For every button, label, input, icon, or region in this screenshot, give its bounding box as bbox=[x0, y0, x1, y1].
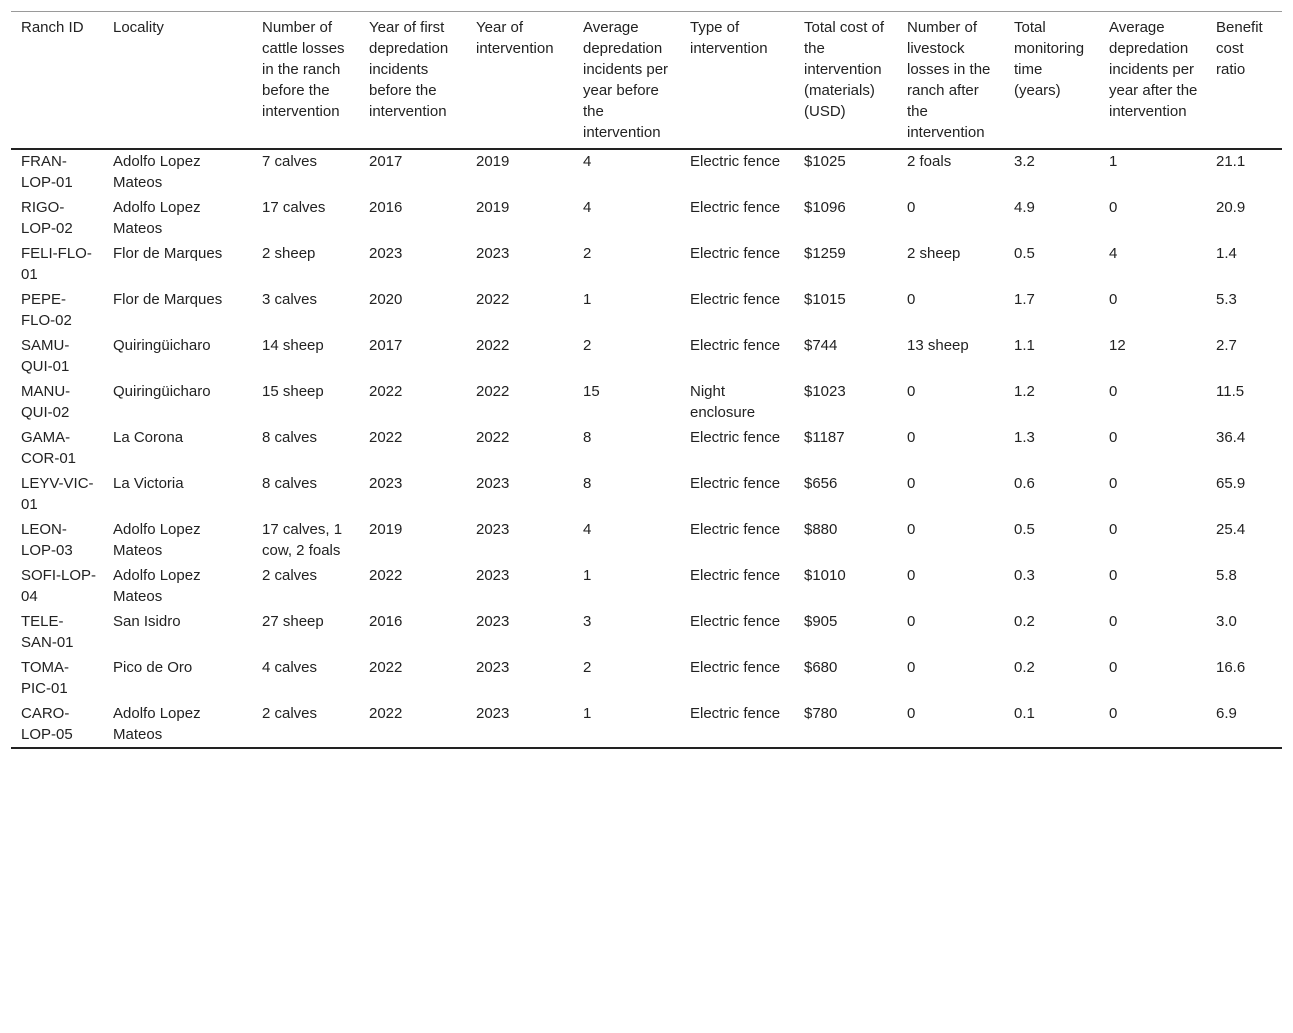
cell-avg-incidents-after: 0 bbox=[1109, 199, 1118, 216]
cell-ranch-id: PEPE-FLO-02 bbox=[21, 291, 72, 329]
cell-avg-incidents-before: 2 bbox=[583, 659, 592, 676]
cell-benefit-cost-ratio: 20.9 bbox=[1216, 199, 1246, 216]
column-header-livestock-losses-after: Number of livestock losses in the ranch after the intervention bbox=[907, 19, 991, 141]
cell-year-of-intervention: 2023 bbox=[476, 613, 510, 630]
cell-intervention-type: Electric fence bbox=[690, 337, 781, 354]
cell-monitoring-time: 0.5 bbox=[1014, 521, 1035, 538]
cell-avg-incidents-before: 1 bbox=[583, 291, 592, 308]
cell-year-of-intervention: 2023 bbox=[476, 567, 510, 584]
cell-avg-incidents-before: 3 bbox=[583, 613, 592, 630]
cell-livestock-losses-after: 2 sheep bbox=[907, 245, 961, 262]
cell-year-of-intervention: 2023 bbox=[476, 705, 510, 722]
cell-cattle-losses-before: 15 sheep bbox=[262, 383, 324, 400]
cell-year-of-intervention: 2023 bbox=[476, 521, 510, 538]
cell-locality: Adolfo Lopez Mateos bbox=[113, 521, 201, 559]
cell-year-of-intervention: 2019 bbox=[476, 199, 510, 216]
column-header-monitoring-time: Total monitoring time (years) bbox=[1014, 19, 1085, 99]
cell-year-first-depredation: 2023 bbox=[369, 245, 403, 262]
cell-ranch-id: RIGO-LOP-02 bbox=[21, 199, 73, 237]
cell-total-cost: $1015 bbox=[804, 291, 846, 308]
cell-benefit-cost-ratio: 1.4 bbox=[1216, 245, 1237, 262]
column-header-ranch-id: Ranch ID bbox=[21, 19, 84, 36]
cell-cattle-losses-before: 2 calves bbox=[262, 705, 318, 722]
cell-ranch-id: GAMA-COR-01 bbox=[21, 429, 77, 467]
cell-locality: La Victoria bbox=[113, 475, 184, 492]
cell-benefit-cost-ratio: 65.9 bbox=[1216, 475, 1246, 492]
cell-total-cost: $1096 bbox=[804, 199, 846, 216]
table-row bbox=[11, 425, 1282, 471]
table-row bbox=[11, 287, 1282, 333]
table-row bbox=[11, 563, 1282, 609]
table-row bbox=[11, 701, 1282, 748]
cell-avg-incidents-before: 2 bbox=[583, 245, 592, 262]
cell-avg-incidents-before: 8 bbox=[583, 475, 592, 492]
cell-monitoring-time: 1.1 bbox=[1014, 337, 1035, 354]
cell-year-first-depredation: 2016 bbox=[369, 613, 403, 630]
cell-avg-incidents-after: 0 bbox=[1109, 521, 1118, 538]
cell-year-of-intervention: 2022 bbox=[476, 337, 510, 354]
table-header bbox=[11, 12, 1282, 150]
cell-benefit-cost-ratio: 3.0 bbox=[1216, 613, 1237, 630]
cell-avg-incidents-before: 4 bbox=[583, 153, 592, 170]
cell-year-first-depredation: 2017 bbox=[369, 337, 403, 354]
column-header-cattle-losses-before: Number of cattle losses in the ranch before the intervention bbox=[262, 19, 345, 120]
cell-year-of-intervention: 2019 bbox=[476, 153, 510, 170]
cell-locality: Adolfo Lopez Mateos bbox=[113, 199, 201, 237]
cell-locality: La Corona bbox=[113, 429, 184, 446]
table-row bbox=[11, 655, 1282, 701]
cell-intervention-type: Electric fence bbox=[690, 567, 781, 584]
cell-locality: Adolfo Lopez Mateos bbox=[113, 567, 201, 605]
cell-cattle-losses-before: 2 calves bbox=[262, 567, 318, 584]
cell-intervention-type: Electric fence bbox=[690, 521, 781, 538]
cell-livestock-losses-after: 0 bbox=[907, 567, 916, 584]
cell-cattle-losses-before: 27 sheep bbox=[262, 613, 324, 630]
cell-cattle-losses-before: 4 calves bbox=[262, 659, 318, 676]
cell-locality: San Isidro bbox=[113, 613, 181, 630]
cell-monitoring-time: 4.9 bbox=[1014, 199, 1035, 216]
cell-avg-incidents-after: 0 bbox=[1109, 567, 1118, 584]
cell-year-first-depredation: 2022 bbox=[369, 383, 403, 400]
cell-cattle-losses-before: 17 calves, 1 cow, 2 foals bbox=[262, 521, 343, 559]
cell-total-cost: $1025 bbox=[804, 153, 846, 170]
cell-intervention-type: Electric fence bbox=[690, 291, 781, 308]
cell-total-cost: $780 bbox=[804, 705, 838, 722]
cell-year-first-depredation: 2017 bbox=[369, 153, 403, 170]
cell-livestock-losses-after: 0 bbox=[907, 383, 916, 400]
table-row bbox=[11, 609, 1282, 655]
cell-benefit-cost-ratio: 5.3 bbox=[1216, 291, 1237, 308]
column-header-total-cost: Total cost of the intervention (materials) (USD) bbox=[804, 19, 885, 120]
column-header-intervention-type: Type of intervention bbox=[690, 19, 768, 57]
cell-ranch-id: LEON-LOP-03 bbox=[21, 521, 73, 559]
cell-locality: Flor de Marques bbox=[113, 245, 223, 262]
cell-monitoring-time: 0.2 bbox=[1014, 659, 1035, 676]
cell-total-cost: $1023 bbox=[804, 383, 846, 400]
column-header-avg-incidents-after: Average depredation incidents per year after the intervention bbox=[1109, 19, 1198, 120]
table-row bbox=[11, 333, 1282, 379]
cell-cattle-losses-before: 2 sheep bbox=[262, 245, 316, 262]
column-header-year-of-intervention: Year of intervention bbox=[476, 19, 554, 57]
cell-total-cost: $1259 bbox=[804, 245, 846, 262]
cell-livestock-losses-after: 0 bbox=[907, 429, 916, 446]
cell-livestock-losses-after: 0 bbox=[907, 475, 916, 492]
cell-cattle-losses-before: 14 sheep bbox=[262, 337, 324, 354]
cell-benefit-cost-ratio: 21.1 bbox=[1216, 153, 1246, 170]
cell-benefit-cost-ratio: 2.7 bbox=[1216, 337, 1237, 354]
cell-livestock-losses-after: 13 sheep bbox=[907, 337, 969, 354]
cell-benefit-cost-ratio: 16.6 bbox=[1216, 659, 1246, 676]
cell-avg-incidents-before: 4 bbox=[583, 199, 592, 216]
cell-ranch-id: CARO-LOP-05 bbox=[21, 705, 73, 743]
cell-monitoring-time: 0.5 bbox=[1014, 245, 1035, 262]
cell-cattle-losses-before: 8 calves bbox=[262, 429, 318, 446]
cell-total-cost: $1187 bbox=[804, 429, 845, 446]
column-header-locality: Locality bbox=[113, 19, 164, 36]
cell-locality: Pico de Oro bbox=[113, 659, 193, 676]
cell-ranch-id: FRAN-LOP-01 bbox=[21, 153, 73, 191]
cell-benefit-cost-ratio: 11.5 bbox=[1216, 383, 1245, 400]
cell-year-first-depredation: 2023 bbox=[369, 475, 403, 492]
cell-livestock-losses-after: 0 bbox=[907, 521, 916, 538]
cell-intervention-type: Electric fence bbox=[690, 705, 781, 722]
cell-total-cost: $1010 bbox=[804, 567, 846, 584]
cell-avg-incidents-after: 0 bbox=[1109, 475, 1118, 492]
table-row bbox=[11, 241, 1282, 287]
cell-locality: Quiringüicharo bbox=[113, 337, 211, 354]
cell-livestock-losses-after: 0 bbox=[907, 705, 916, 722]
cell-benefit-cost-ratio: 6.9 bbox=[1216, 705, 1237, 722]
table-row bbox=[11, 517, 1282, 563]
table-row bbox=[11, 379, 1282, 425]
cell-monitoring-time: 0.2 bbox=[1014, 613, 1035, 630]
cell-monitoring-time: 3.2 bbox=[1014, 153, 1035, 170]
cell-livestock-losses-after: 0 bbox=[907, 291, 916, 308]
cell-livestock-losses-after: 0 bbox=[907, 199, 916, 216]
cell-cattle-losses-before: 7 calves bbox=[262, 153, 318, 170]
cell-monitoring-time: 1.7 bbox=[1014, 291, 1035, 308]
cell-cattle-losses-before: 17 calves bbox=[262, 199, 326, 216]
cell-intervention-type: Electric fence bbox=[690, 475, 781, 492]
cell-locality: Adolfo Lopez Mateos bbox=[113, 153, 201, 191]
cell-total-cost: $905 bbox=[804, 613, 838, 630]
cell-ranch-id: SOFI-LOP-04 bbox=[21, 567, 97, 605]
cell-avg-incidents-after: 1 bbox=[1109, 153, 1118, 170]
cell-year-of-intervention: 2022 bbox=[476, 383, 510, 400]
cell-ranch-id: SAMU-QUI-01 bbox=[21, 337, 70, 375]
cell-total-cost: $656 bbox=[804, 475, 838, 492]
cell-year-first-depredation: 2022 bbox=[369, 567, 403, 584]
cell-monitoring-time: 1.3 bbox=[1014, 429, 1035, 446]
cell-year-first-depredation: 2022 bbox=[369, 659, 403, 676]
table-row bbox=[11, 471, 1282, 517]
cell-total-cost: $680 bbox=[804, 659, 838, 676]
cell-intervention-type: Electric fence bbox=[690, 429, 781, 446]
cell-total-cost: $744 bbox=[804, 337, 838, 354]
cell-ranch-id: FELI-FLO-01 bbox=[21, 245, 92, 283]
table-row bbox=[11, 195, 1282, 241]
cell-year-first-depredation: 2022 bbox=[369, 429, 403, 446]
cell-avg-incidents-before: 15 bbox=[583, 383, 600, 400]
column-header-year-first-depredation: Year of first depredation incidents before the intervention bbox=[369, 19, 449, 120]
cell-avg-incidents-before: 4 bbox=[583, 521, 592, 538]
cell-cattle-losses-before: 8 calves bbox=[262, 475, 318, 492]
cell-ranch-id: MANU-QUI-02 bbox=[21, 383, 71, 421]
column-header-benefit-cost-ratio: Benefit cost ratio bbox=[1216, 19, 1263, 78]
cell-cattle-losses-before: 3 calves bbox=[262, 291, 318, 308]
cell-year-first-depredation: 2022 bbox=[369, 705, 403, 722]
cell-year-of-intervention: 2022 bbox=[476, 291, 510, 308]
cell-ranch-id: TOMA-PIC-01 bbox=[21, 659, 70, 697]
cell-locality: Adolfo Lopez Mateos bbox=[113, 705, 201, 743]
cell-avg-incidents-before: 2 bbox=[583, 337, 592, 354]
cell-benefit-cost-ratio: 5.8 bbox=[1216, 567, 1237, 584]
cell-intervention-type: Electric fence bbox=[690, 153, 781, 170]
ranch-intervention-table-container bbox=[11, 11, 1282, 749]
cell-avg-incidents-after: 0 bbox=[1109, 613, 1118, 630]
cell-monitoring-time: 1.2 bbox=[1014, 383, 1035, 400]
cell-monitoring-time: 0.1 bbox=[1014, 705, 1035, 722]
cell-monitoring-time: 0.6 bbox=[1014, 475, 1035, 492]
cell-avg-incidents-after: 0 bbox=[1109, 659, 1118, 676]
cell-avg-incidents-after: 0 bbox=[1109, 705, 1118, 722]
cell-livestock-losses-after: 0 bbox=[907, 613, 916, 630]
table-body bbox=[11, 149, 1282, 748]
cell-year-first-depredation: 2020 bbox=[369, 291, 403, 308]
column-header-avg-incidents-before: Average depredation incidents per year before the intervention bbox=[583, 19, 669, 141]
cell-year-first-depredation: 2019 bbox=[369, 521, 403, 538]
cell-year-of-intervention: 2023 bbox=[476, 659, 510, 676]
cell-year-first-depredation: 2016 bbox=[369, 199, 403, 216]
cell-benefit-cost-ratio: 36.4 bbox=[1216, 429, 1246, 446]
cell-intervention-type: Electric fence bbox=[690, 245, 781, 262]
cell-avg-incidents-after: 0 bbox=[1109, 429, 1118, 446]
cell-total-cost: $880 bbox=[804, 521, 838, 538]
table-row bbox=[11, 149, 1282, 195]
cell-livestock-losses-after: 2 foals bbox=[907, 153, 952, 170]
cell-intervention-type: Night enclosure bbox=[690, 383, 756, 421]
cell-year-of-intervention: 2022 bbox=[476, 429, 510, 446]
cell-avg-incidents-after: 0 bbox=[1109, 291, 1118, 308]
cell-livestock-losses-after: 0 bbox=[907, 659, 916, 676]
cell-intervention-type: Electric fence bbox=[690, 659, 781, 676]
cell-year-of-intervention: 2023 bbox=[476, 475, 510, 492]
cell-locality: Flor de Marques bbox=[113, 291, 223, 308]
cell-monitoring-time: 0.3 bbox=[1014, 567, 1035, 584]
cell-year-of-intervention: 2023 bbox=[476, 245, 510, 262]
ranch-intervention-table bbox=[11, 11, 1282, 749]
cell-ranch-id: LEYV-VIC-01 bbox=[21, 475, 94, 513]
header-row bbox=[11, 12, 1282, 150]
cell-avg-incidents-after: 0 bbox=[1109, 383, 1118, 400]
cell-intervention-type: Electric fence bbox=[690, 199, 781, 216]
cell-ranch-id: TELE-SAN-01 bbox=[21, 613, 74, 651]
cell-benefit-cost-ratio: 25.4 bbox=[1216, 521, 1246, 538]
cell-locality: Quiringüicharo bbox=[113, 383, 211, 400]
cell-intervention-type: Electric fence bbox=[690, 613, 781, 630]
cell-avg-incidents-after: 4 bbox=[1109, 245, 1118, 262]
cell-avg-incidents-before: 1 bbox=[583, 705, 592, 722]
cell-avg-incidents-before: 8 bbox=[583, 429, 592, 446]
cell-avg-incidents-after: 12 bbox=[1109, 337, 1126, 354]
cell-avg-incidents-before: 1 bbox=[583, 567, 592, 584]
